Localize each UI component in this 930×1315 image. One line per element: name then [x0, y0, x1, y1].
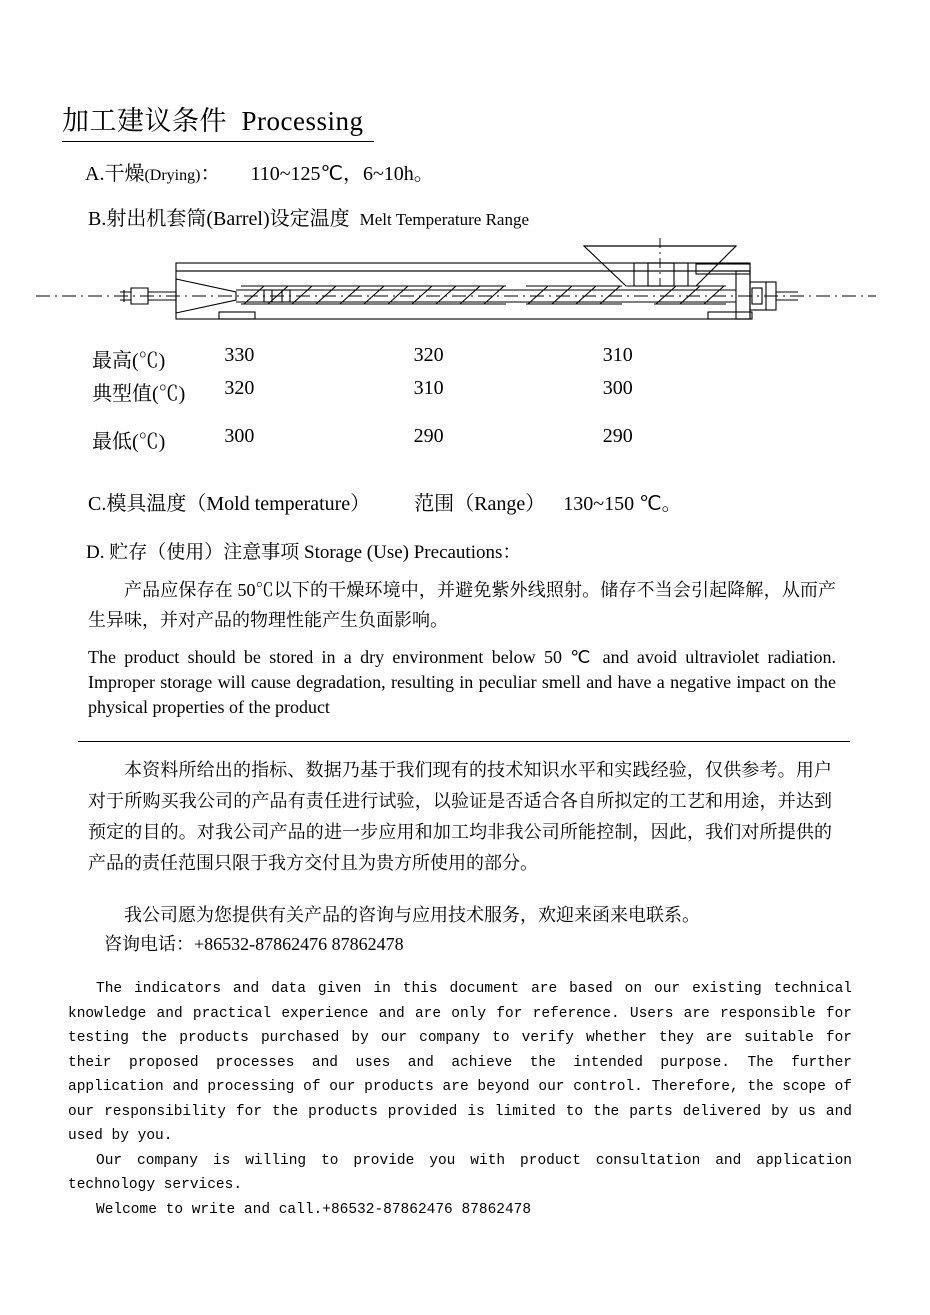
zone-3-value: 290 [602, 425, 633, 447]
melt-temperature-table [92, 344, 792, 458]
table-row [92, 425, 792, 458]
section-divider [78, 741, 850, 742]
storage-paragraph-en: The product should be stored in a dry environment below 50 ℃ and avoid ultraviolet radiation. Improper storage will cause degradation, resulting in peculiar smell and have a negative impact on the physical properties of the product [88, 647, 836, 717]
row-label: 最低(℃) [92, 431, 166, 453]
disclaimer-cn-paragraph-2: 我公司愿为您提供有关产品的咨询与应用技术服务，欢迎来函来电联系。 [124, 905, 700, 925]
title-en: Processing [241, 106, 364, 136]
row-label: 最高(℃) [92, 350, 166, 372]
section-c-label-cn: 模具温度 [106, 493, 187, 515]
section-b-label-cn: 射出机套筒(Barrel)设定温度 [106, 208, 350, 230]
disclaimer-en-paragraph-2: Our company is willing to provide you with product consultation and application technology services. [68, 1152, 852, 1193]
zone-2-value: 320 [413, 344, 444, 366]
table-row [92, 344, 792, 377]
disclaimer-cn-paragraph-1: 本资料所给出的指标、数据乃基于我们现有的技术知识水平和实践经验，仅供参考。用户对于所购买我公司的产品有责任进行试验，以验证是否适合各自所拟定的工艺和用途，并达到预定的目的。对我公司产品的进一步应用和加工均非我公司所能控制，因此，我们对所提供的产品的责任范围只限于我方交付且为贵方所使用的部分。 [88, 760, 832, 873]
section-b-label-en: Melt Temperature Range [359, 210, 530, 229]
section-c-range-en: （Range） [454, 493, 546, 515]
page-title-text [62, 104, 392, 138]
section-a-value: 110~125℃，6~10h。 [250, 163, 434, 185]
title-cn: 加工建议条件 [62, 106, 227, 136]
title-underline [62, 141, 374, 142]
storage-paragraph-cn: 产品应保存在 50℃以下的干燥环境中，并避免紫外线照射。储存不当会引起降解，从而产生异味，并对产品的物理性能产生负面影响。 [88, 580, 836, 630]
section-c-value: 130~150 ℃。 [563, 493, 682, 515]
section-a-label-cn: 干燥 [104, 163, 145, 185]
section-a-label-en: (Drying) [144, 167, 201, 184]
zone-3-value: 310 [602, 344, 633, 366]
zone-1-value: 320 [224, 377, 255, 399]
disclaimer-cn-contact: 咨询电话：+86532-87862476 87862478 [104, 934, 404, 954]
section-c-range-cn: 范围 [414, 493, 455, 515]
zone-1-value: 300 [224, 425, 255, 447]
section-d-label-cn: 贮存（使用）注意事项 [109, 542, 300, 563]
zone-3-value: 300 [602, 377, 633, 399]
zone-2-value: 290 [413, 425, 444, 447]
section-a-colon: ： [200, 163, 221, 185]
section-a-prefix: A. [85, 163, 105, 185]
section-d-colon: ： [502, 542, 522, 563]
section-d-storage [86, 537, 521, 564]
section-d-label-en: Storage (Use) Precautions [304, 542, 503, 563]
section-d-prefix: D. [86, 542, 105, 563]
table-row [92, 377, 792, 425]
zone-2-value: 310 [413, 377, 444, 399]
disclaimer-en-paragraph-1: The indicators and data given in this document are based on our existing technical knowledge and practical experience and are only for reference. Users are responsible for testing the products purchased by our company to verify whether they are suitable for their proposed processes and uses and achieve the intended purpose. The further application and processing of our products are beyond our control. Therefore, the scope of our responsibility for the products provided is limited to the parts delivered by us and used by you. [68, 981, 852, 1144]
zone-1-value: 330 [224, 344, 255, 366]
disclaimer-en-contact: Welcome to write and call.+86532-87862476 87862478 [96, 1201, 532, 1218]
section-b-prefix: B. [88, 208, 107, 230]
section-c-prefix: C. [88, 493, 107, 515]
section-c-mold-temperature [88, 487, 682, 516]
injection-machine-diagram [36, 224, 876, 334]
section-c-label-en: （Mold temperature） [186, 493, 371, 515]
section-a-drying [85, 157, 434, 186]
page-title [62, 104, 392, 142]
row-label: 典型值(℃) [92, 383, 186, 405]
disclaimer-en-block [68, 977, 852, 1222]
